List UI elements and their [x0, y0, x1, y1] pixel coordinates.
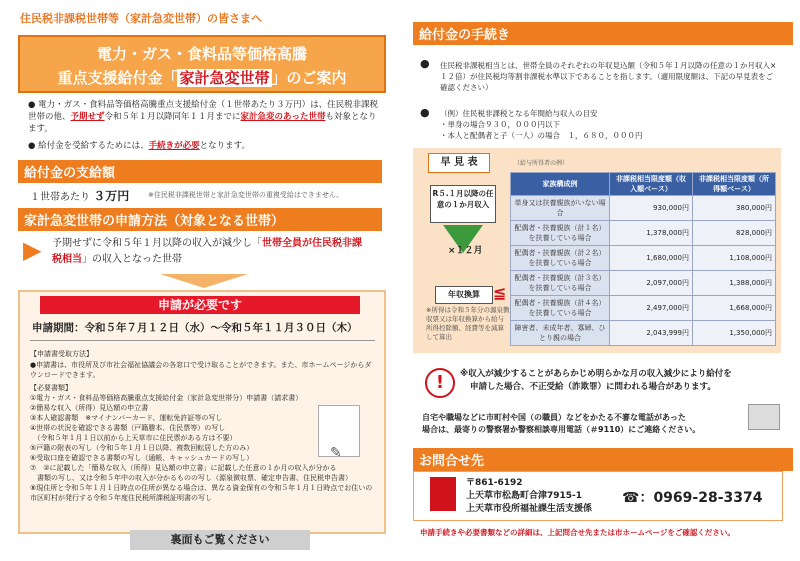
definition-text: 住民税非課税相当とは、世帯全員のそれぞれの年収見込額（令和５年１月以降の任意の１か月収入×１２倍）が住民税均等割非課税水準以下であることを指します。（適用限度額は、下記の早見表をご確認ください） — [440, 61, 777, 92]
fraud-line-2: 場合は、最寄りの警察署か警察相談専用電話（＃9110）にご連絡ください。 — [422, 425, 701, 434]
times-12: ×１２月 — [448, 246, 483, 256]
title-box — [18, 35, 386, 93]
top-tag: 住民税非課税世帯等（家計急変世帯）の皆さまへ — [20, 12, 262, 25]
down-arrow-icon — [160, 274, 248, 288]
doc-item: ③本人確認書類 ※マイナンバーカード、運転免許証等の写し — [30, 414, 223, 422]
method-text: 予期せずに令和５年１月以降の収入が減少し「世帯全員が住民税非課税相当」の収入となった世帯 — [52, 238, 362, 265]
fraud-line-1: 自宅や職場などに市町村や国（の職員）などをかたる不審な電話があった — [422, 413, 686, 422]
doc-item: （令和５年１月１日以前から上天草市に住民票がある方は不要） — [30, 434, 237, 442]
reception-text: ●申請書は、市役所及び市社会福祉協議会の各窓口で受け取ることができます。また、市ホームページからダウンロードできます。 — [30, 361, 372, 379]
phone-number: ☎：0969-28-3374 — [622, 490, 763, 506]
need-app-banner: 申請が必要です — [40, 296, 360, 314]
doc-item: ⑦ ②に記載した「簡易な収入（所得）見込額の申立書」に記載した任意の１か月の収入が分かる — [30, 464, 337, 472]
footer-note: 申請手続きや必要書類などの詳細は、上記問合せ先または市ホームページをご確認ください。 — [420, 528, 735, 537]
doc-item: ①電力・ガス・食料品等価格高騰重点支援給付金（家計急変世帯分）申請書（請求書） — [30, 394, 303, 402]
example-line-2: ・本人と配偶者と子（一人）の場合 １，６８０，０００円 — [440, 131, 643, 140]
title-line1: 電力・ガス・食料品等価格高騰 — [96, 45, 307, 63]
postal-code: 〒861-6192 — [466, 478, 523, 488]
application-period: 申請期間：令和５年７月１２日（水）～令和５年１１月３０日（木） — [32, 322, 358, 334]
amount-heading: 給付金の支給額 — [18, 160, 382, 183]
back-note: 裏面もご覧ください — [130, 530, 310, 550]
doc-item: ②簡易な収入（所得）見込額の申立書 — [30, 404, 149, 412]
divider — [30, 340, 375, 341]
reception-label: 【申請書受取方法】 — [30, 350, 93, 358]
example-head: （例）住民税非課税となる年間給与収入の目安 — [440, 109, 598, 118]
th-earnings: 非課税相当限度額（所得額ベース） — [693, 173, 776, 196]
table-row: 配偶者・扶養親族（計２名）を扶養している場合 1,680,000円 1,108,000円 — [511, 246, 776, 271]
warning-line-2: 申請した場合、不正受給（詐欺罪）に問われる場合があります。 — [470, 382, 716, 392]
warning-line-1: ※収入が減少することがあらかじめ明らかな月の収入減少により給付を — [460, 369, 732, 379]
quick-table-sub: （給与所得者の例） — [514, 160, 569, 167]
amount-note: ※住民税非課税世帯と家計急変世帯の重複受給はできません。 — [148, 191, 344, 199]
quick-table-label: 早 見 表 — [428, 153, 490, 173]
example-line-1: ・単身の場合９３０，０００円以下 — [440, 120, 560, 129]
th-income: 非課税相当限度額（収入額ベース） — [610, 173, 693, 196]
method-heading: 家計急変世帯の申請方法（対象となる世帯） — [18, 208, 382, 231]
title-line2: 重点支援給付金「 家計急変世帯 」のご案内 — [57, 69, 347, 87]
table-row: 配偶者・扶養親族（計１名）を扶養している場合 1,378,000円 828,000円 — [511, 221, 776, 246]
quick-table — [510, 172, 776, 346]
table-row: 単身又は扶養親族がいない場合 930,000円 380,000円 — [511, 196, 776, 221]
doc-item: ④世帯の状況を確認できる書類（戸籍謄本、住民票等）の写し — [30, 424, 226, 432]
contact-heading: お問合せ先 — [413, 448, 793, 471]
annual-box: 年収換算 — [435, 286, 493, 304]
doc-item: 書類の写し、又は令和５年中の収入が分かるものの写し（源泉徴収票、確定申告書、住民税申告書） — [30, 474, 352, 482]
monthly-income-box: R５.１月以降の任意の１か月収入 — [430, 185, 496, 223]
doc-item: ⑧現住所と令和５年１月１日時点の住所が異なる場合は、異なる資金保有の令和５年１月１日時点でお住いの市区町村が発行する令和５年度住民税所課税証明書の写し — [30, 484, 373, 502]
warning-icon: ! — [425, 368, 455, 398]
bullet-2: ● 給付金を受給するためには、手続きが必要となります。 — [28, 141, 250, 151]
docs-label: 【必要書類】 — [30, 384, 72, 392]
less-equal-icon: ≦ — [493, 283, 507, 302]
mailbox-icon — [430, 477, 456, 511]
bullet-1: ● 電力・ガス・食料品等価格高騰重点支援給付金（１世帯あたり３万円）は、住民税非課税世帯の他、予期せず令和５年１月以降同年１１月までに家計急変のあった世帯も対象となります。 — [28, 100, 379, 134]
table-row: 障害者、未成年者、寡婦、ひとり親の場合 2,043,999円 1,350,000円 — [511, 321, 776, 346]
table-row: 配偶者・扶養親族（計３名）を扶養している場合 2,097,000円 1,388,000円 — [511, 271, 776, 296]
police-box-icon — [748, 404, 780, 430]
bullet-dot: ● — [420, 106, 430, 119]
department: 上天草市役所福祉課生活支援係 — [466, 504, 593, 514]
table-row: 配偶者・扶養親族（計４名）を扶養している場合 2,497,000円 1,668,000円 — [511, 296, 776, 321]
address: 上天草市松島町合津7915-1 — [466, 491, 583, 501]
th-family: 家族構成例 — [511, 173, 610, 196]
income-note: ※所得は令和５年分の源泉徴収票又は年収換算から給与所得控除額、経費等を減算して算出 — [426, 306, 510, 341]
pen-icon: ✎ — [330, 445, 342, 461]
doc-item: ⑥受取口座を確認できる書類の写し（通帳、キャッシュカードの写し） — [30, 454, 254, 462]
arrow-icon: ▶ — [23, 236, 42, 264]
bullet-dot: ● — [420, 57, 430, 70]
amount-text: １世帯あたり ３万円 — [30, 189, 130, 203]
procedure-heading: 給付金の手続き — [413, 22, 793, 45]
doc-item: ⑤戸籍の附表の写し（令和５年１月１日以降、複数回転居した方のみ） — [30, 444, 254, 452]
